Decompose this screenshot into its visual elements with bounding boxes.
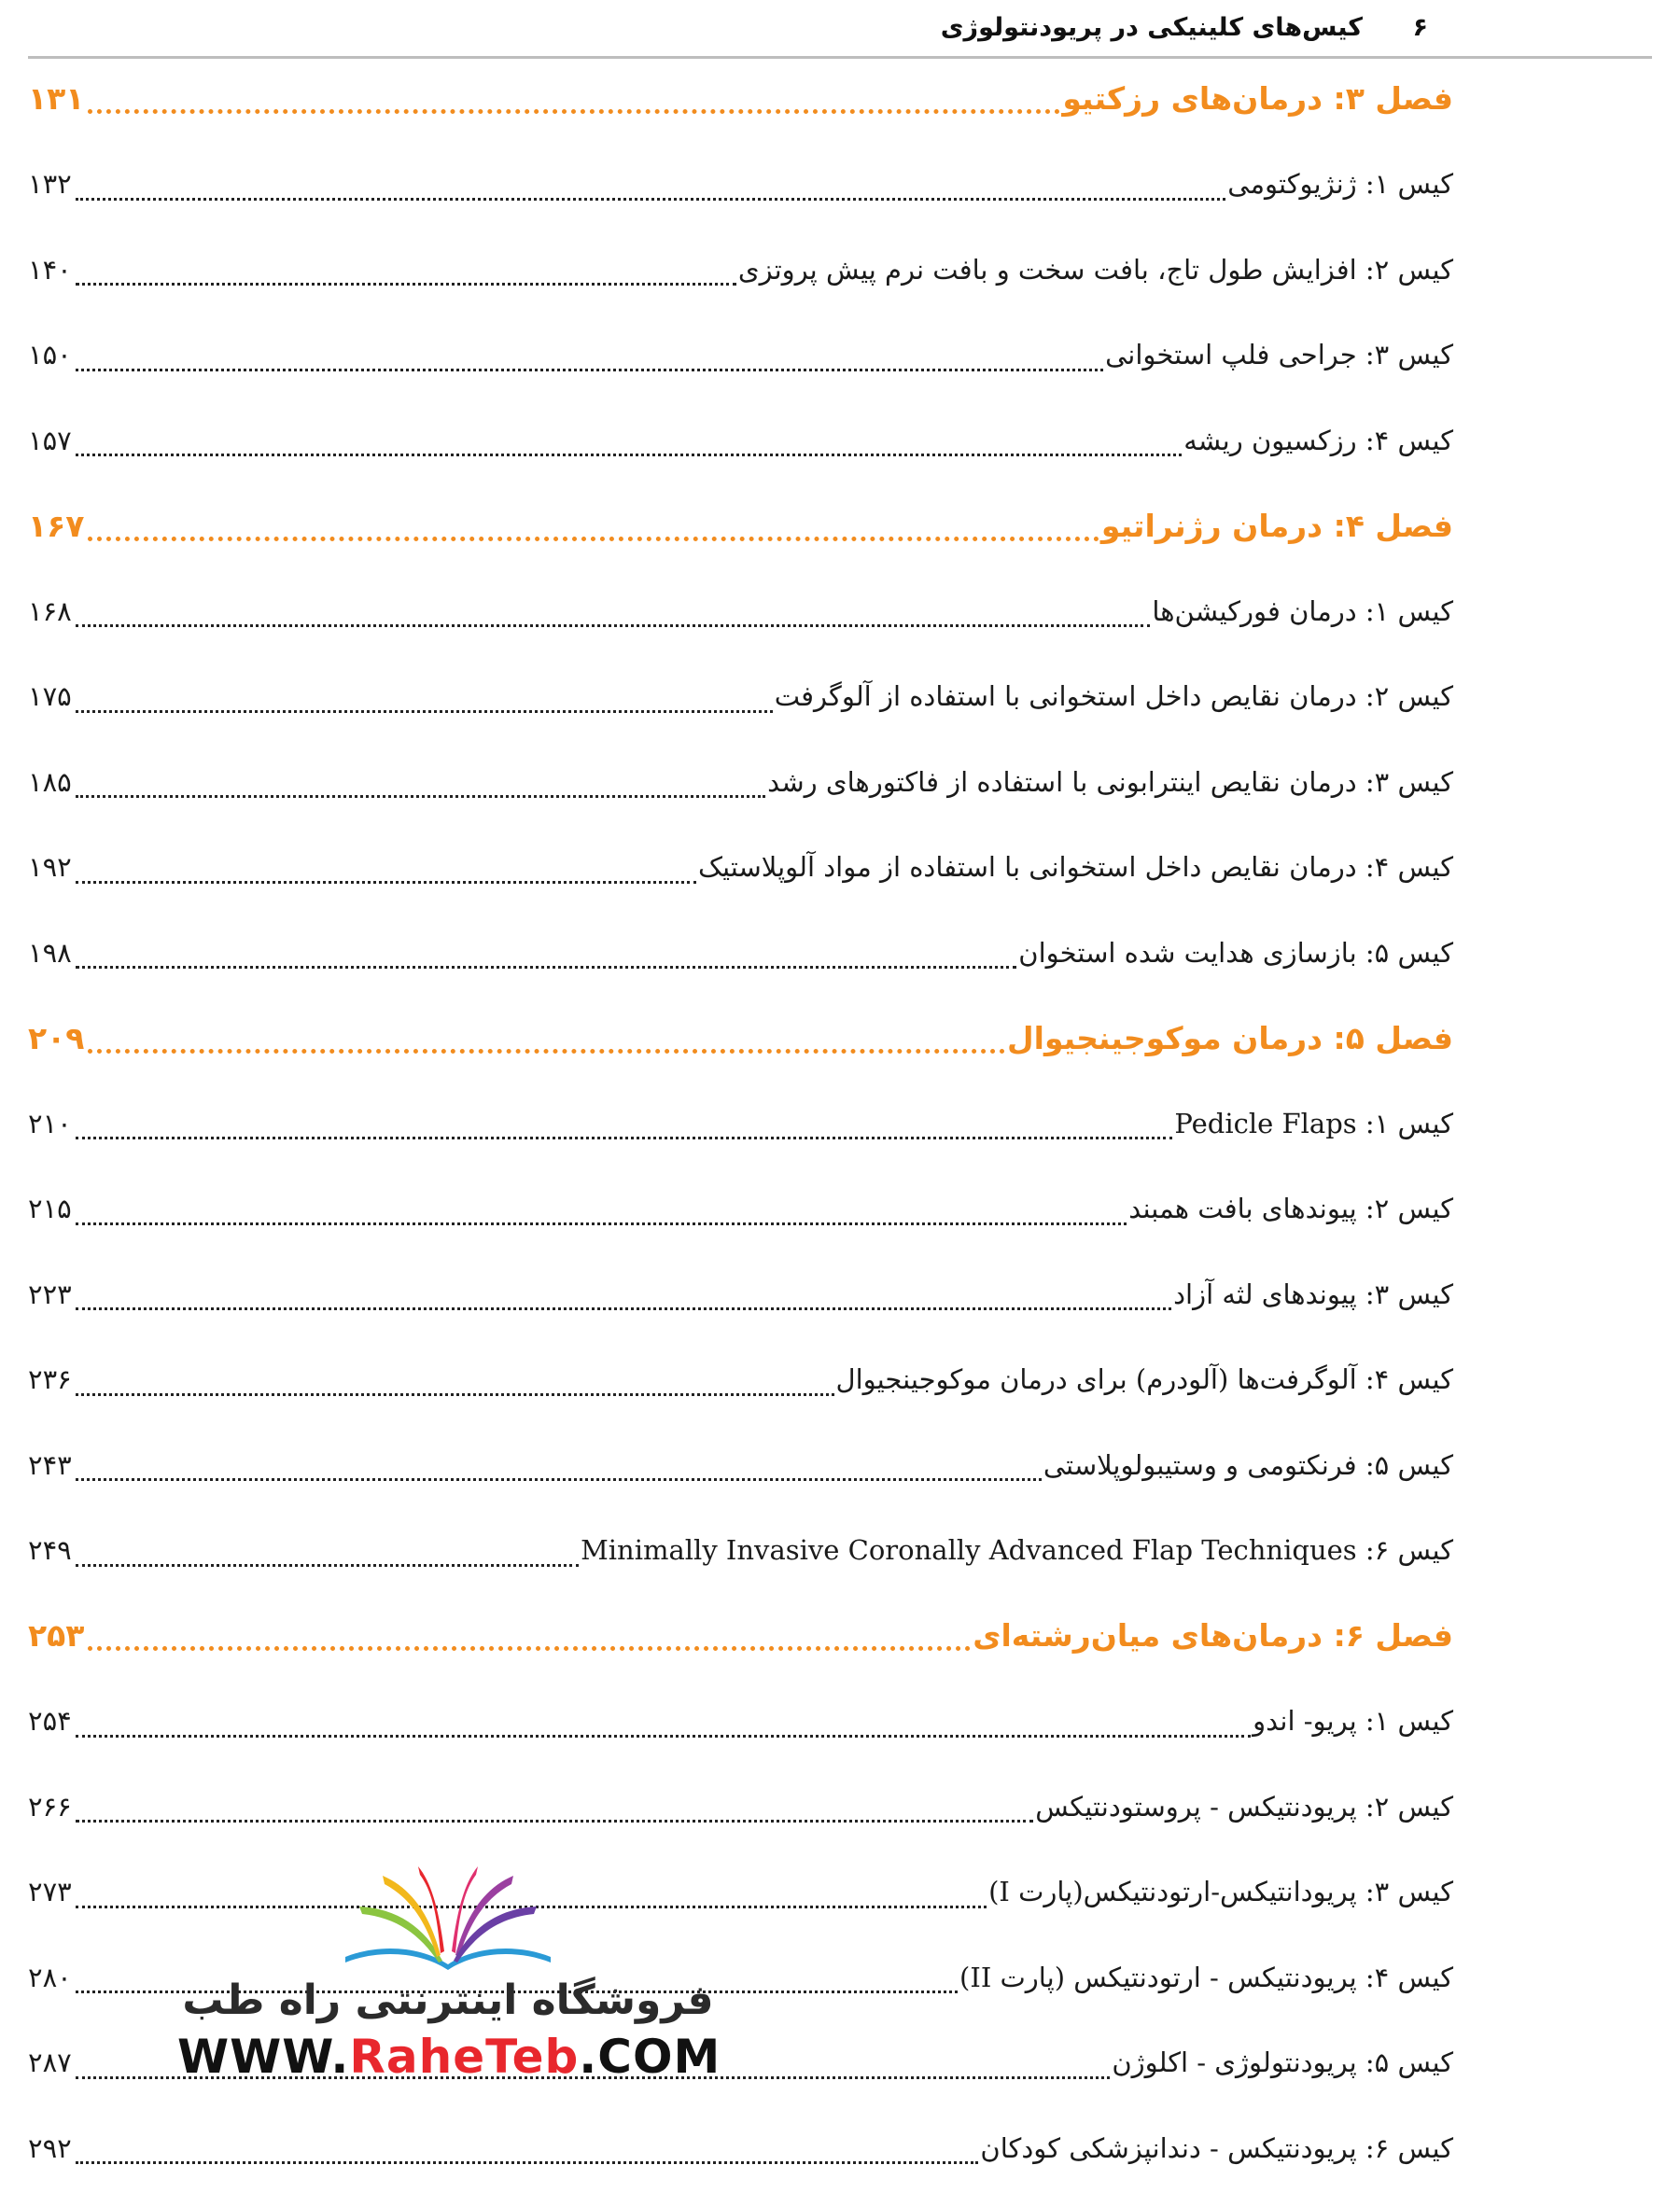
page-number-ref: ۲۲۳ — [28, 1278, 72, 1310]
page-number-ref: ۲۱۵ — [28, 1193, 72, 1225]
dot-leader — [88, 1646, 971, 1651]
dot-leader — [76, 1564, 579, 1567]
toc-case-row — [28, 1422, 1453, 1508]
toc-case-row — [28, 1081, 1453, 1166]
toc-chapter-row — [28, 56, 1453, 142]
chapter-title: فصل ۵: درمان موکوجینجیوال — [1007, 1019, 1453, 1056]
case-title: کیس ۲: پیوندهای بافت همبند — [1128, 1193, 1453, 1225]
toc-case-row — [28, 2105, 1453, 2191]
dot-leader — [76, 1137, 1173, 1139]
page-number-ref: ۲۵۳ — [28, 1617, 85, 1655]
page-number-ref: ۲۰۹ — [28, 1019, 85, 1056]
book-title: کیس‌های کلینیکی در پریودنتولوژی — [940, 13, 1363, 42]
toc-case-row — [28, 313, 1453, 398]
chapter-title: فصل ۴: درمان رژنراتیو — [1100, 507, 1453, 544]
page-number-ref: ۲۹۲ — [28, 2131, 72, 2164]
page-number-ref: ۱۳۲ — [28, 168, 72, 201]
dot-leader — [76, 1820, 1034, 1823]
case-title: کیس ۱: پریو- اندو — [1253, 1705, 1453, 1738]
page-number-ref: ۲۵۴ — [28, 1705, 72, 1738]
dot-leader — [76, 710, 773, 713]
toc-case-row — [28, 398, 1453, 483]
page-number-ref: ۱۸۵ — [28, 765, 72, 798]
page-number-ref: ۲۱۰ — [28, 1107, 72, 1139]
dot-leader — [76, 2161, 979, 2164]
chapter-title: فصل ۳: درمان‌های رزکتیو — [1062, 80, 1453, 118]
toc-case-row — [28, 1679, 1453, 1765]
chapter-title: فصل ۶: درمان‌های میان‌رشته‌ای — [973, 1617, 1453, 1655]
dot-leader — [76, 1307, 1171, 1310]
case-title: کیس ۳: جراحی فلپ استخوانی — [1105, 339, 1453, 371]
dot-leader — [88, 537, 1099, 541]
case-title: کیس ۶: پریودنتیکس - دندانپزشکی کودکان — [980, 2131, 1453, 2164]
page-number-ref: ۲۴۹ — [28, 1534, 72, 1567]
open-book-icon — [177, 1866, 719, 1978]
case-title: کیس ۳: پریودانتیکس-ارتودنتیکس(پارت I) — [988, 1876, 1453, 1908]
page-number-ref: ۱۶۷ — [28, 507, 85, 544]
page-number-ref: ۱۶۸ — [28, 594, 72, 627]
page-number: ۶ — [1412, 13, 1428, 42]
dot-leader — [88, 109, 1060, 114]
case-title: کیس ۲: پریودنتیکس - پروستودنتیکس — [1035, 1790, 1453, 1823]
toc-case-row — [28, 142, 1453, 228]
page-number-ref: ۲۷۳ — [28, 1876, 72, 1908]
dot-leader — [76, 624, 1151, 627]
url-brand: RaheTeb — [349, 2030, 580, 2084]
dot-leader — [76, 454, 1183, 456]
case-title: کیس ۵: فرنکتومی و وستیبولوپلاستی — [1043, 1448, 1453, 1481]
dot-leader — [76, 966, 1017, 969]
page-number-ref: ۱۹۸ — [28, 936, 72, 969]
toc-case-row — [28, 910, 1453, 996]
case-title: کیس ۵: پریودنتولوژی - اکلوژن — [1112, 2046, 1453, 2079]
toc-case-row — [28, 654, 1453, 740]
watermark — [177, 1866, 721, 2084]
toc-case-row — [28, 1508, 1453, 1594]
page-number-ref: ۲۸۰ — [28, 1961, 72, 1993]
dot-leader — [88, 1049, 1005, 1054]
case-title: کیس ۱: ژنژیوکتومی — [1227, 168, 1453, 201]
dot-leader — [76, 283, 736, 286]
dot-leader — [76, 795, 765, 798]
case-title: کیس ۴: رزکسیون ریشه — [1183, 424, 1453, 456]
toc-case-row — [28, 1764, 1453, 1850]
dot-leader — [76, 1222, 1127, 1225]
case-title: کیس ۲: افزایش طول تاج، بافت سخت و بافت نرم پیش پروتزی — [737, 253, 1453, 286]
page-number-ref: ۱۵۷ — [28, 424, 72, 456]
url-prefix: WWW. — [177, 2030, 350, 2084]
url-suffix: .COM — [579, 2030, 721, 2084]
case-title: کیس ۳: پیوندهای لثه آزاد — [1173, 1278, 1453, 1310]
case-title: کیس ۱: Pedicle Flaps — [1174, 1107, 1453, 1139]
case-title: کیس ۴: پریودنتیکس - ارتودنتیکس (پارت II) — [959, 1961, 1453, 1993]
dot-leader — [76, 369, 1103, 371]
page-number-ref: ۱۵۰ — [28, 339, 72, 371]
case-title: کیس ۲: درمان نقایص داخل استخوانی با استفاده از آلوگرفت — [774, 680, 1453, 713]
page-number-ref: ۲۴۳ — [28, 1448, 72, 1481]
dot-leader — [76, 198, 1226, 201]
toc-chapter-row — [28, 1593, 1453, 1679]
page-number-ref: ۲۶۶ — [28, 1790, 72, 1823]
page-number-ref: ۱۴۰ — [28, 253, 72, 286]
case-title: کیس ۱: درمان فورکیشن‌ها — [1152, 594, 1453, 627]
case-title: کیس ۶: Minimally Invasive Coronally Advanced Flap Techniques — [581, 1534, 1453, 1567]
toc-case-row — [28, 1337, 1453, 1423]
toc-case-row — [28, 1251, 1453, 1337]
page-number-ref: ۲۸۷ — [28, 2046, 72, 2079]
toc-case-row — [28, 227, 1453, 313]
dot-leader — [76, 1735, 1251, 1738]
case-title: کیس ۵: بازسازی هدایت شده استخوان — [1018, 936, 1453, 969]
toc-chapter-row — [28, 483, 1453, 569]
toc-case-row — [28, 568, 1453, 654]
toc-chapter-row — [28, 996, 1453, 1082]
dot-leader — [76, 1478, 1042, 1481]
toc-case-row — [28, 825, 1453, 911]
case-title: کیس ۴: آلوگرفت‌ها (آلودرم) برای درمان موکوجینجیوال — [835, 1363, 1453, 1396]
watermark-store-name: فروشگاه اینترنتی راه طب — [182, 1977, 714, 2024]
page-header — [28, 0, 1652, 59]
dot-leader — [76, 881, 696, 884]
toc-case-row — [28, 1166, 1453, 1252]
toc-case-row — [28, 739, 1453, 825]
case-title: کیس ۳: درمان نقایص اینترابونی با استفاده از فاکتورهای رشد — [767, 765, 1453, 798]
page-number-ref: ۱۷۵ — [28, 680, 72, 713]
case-title: کیس ۴: درمان نقایص داخل استخوانی با استفاده از مواد آلوپلاستیک — [698, 851, 1453, 884]
dot-leader — [76, 1393, 834, 1396]
page-number-ref: ۱۳۱ — [28, 80, 85, 118]
page-number-ref: ۱۹۲ — [28, 851, 72, 884]
page-number-ref: ۲۳۶ — [28, 1363, 72, 1396]
watermark-url — [177, 2030, 719, 2084]
